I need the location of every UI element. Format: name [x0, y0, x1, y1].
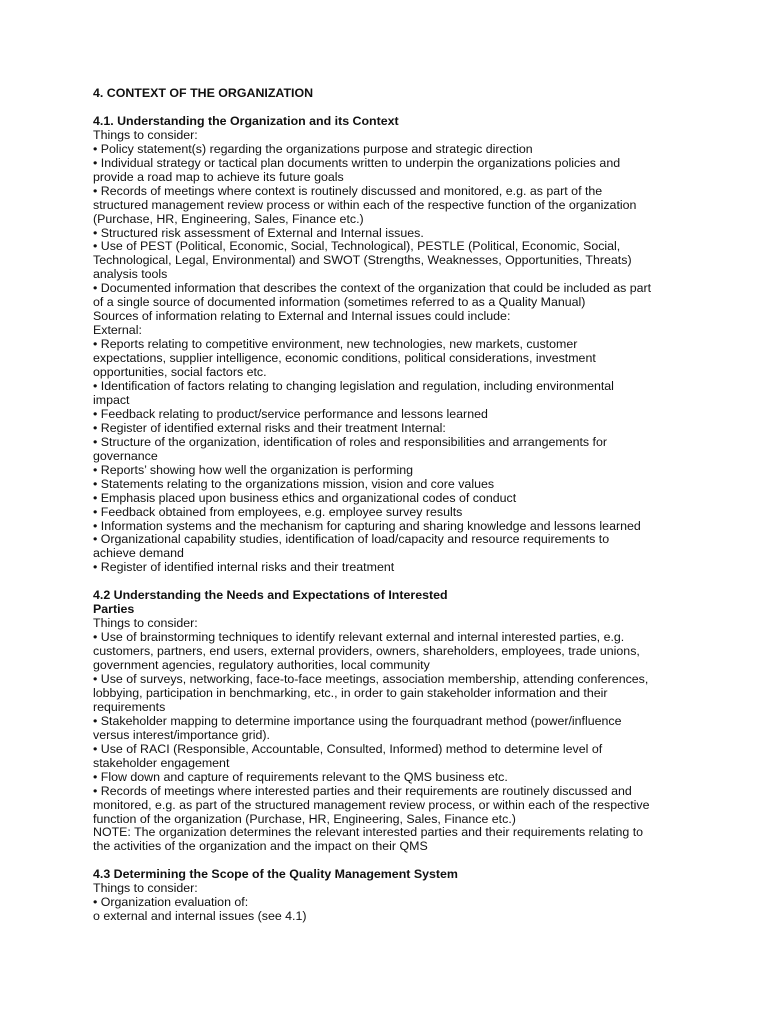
- body-line: opportunities, social factors etc.: [93, 365, 267, 380]
- body-line: Technological, Legal, Environmental) and SWOT (Strengths, Weaknesses, Opportunities, Threats): [93, 253, 632, 268]
- body-line: o external and internal issues (see 4.1): [93, 909, 307, 924]
- body-line: • Use of brainstorming techniques to identify relevant external and internal interested parties, e.g.: [93, 630, 625, 645]
- document-page: [93, 87, 683, 924]
- body-line: requirements: [93, 699, 166, 714]
- section-spacer: [93, 854, 683, 868]
- body-line: • Organizational capability studies, identification of load/capacity and resource requirements to: [93, 532, 610, 547]
- body-line: Sources of information relating to External and Internal issues could include:: [93, 309, 511, 324]
- body-line: NOTE: The organization determines the relevant interested parties and their requirements relating to: [93, 825, 644, 840]
- body-line: • Flow down and capture of requirements relevant to the QMS business etc.: [93, 769, 508, 784]
- body-line: • Emphasis placed upon business ethics and organizational codes of conduct: [93, 490, 517, 505]
- body-line: Things to consider:: [93, 127, 198, 142]
- body-line: • Individual strategy or tactical plan documents written to underpin the organizations policies and: [93, 155, 621, 170]
- body-line: expectations, supplier intelligence, economic conditions, political considerations, investment: [93, 351, 596, 366]
- body-line: achieve demand: [93, 546, 184, 561]
- body-line: • Register of identified external risks and their treatment Internal:: [93, 420, 446, 435]
- body-line: government agencies, regulatory authorities, local community: [93, 658, 430, 673]
- body-line: Things to consider:: [93, 616, 198, 631]
- body-line: impact: [93, 392, 130, 407]
- body-line: • Structured risk assessment of External and Internal issues.: [93, 225, 424, 240]
- body-line: analysis tools: [93, 267, 168, 282]
- document-title: 4. CONTEXT OF THE ORGANIZATION: [93, 86, 314, 100]
- section-spacer: [93, 575, 683, 589]
- section-heading: 4.2 Understanding the Needs and Expectations of Interested: [93, 588, 448, 603]
- body-line: • Policy statement(s) regarding the organizations purpose and strategic direction: [93, 141, 533, 156]
- body-line: of a single source of documented information (sometimes referred to as a Quality Manual): [93, 295, 586, 310]
- body-line: function of the organization (Purchase, HR, Engineering, Sales, Finance etc.): [93, 811, 516, 826]
- document-sections: [93, 115, 683, 924]
- body-line: • Records of meetings where interested parties and their requirements are routinely discussed and: [93, 783, 632, 798]
- body-line: • Use of PEST (Political, Economic, Social, Technological), PESTLE (Political, Economic, Social,: [93, 239, 621, 254]
- body-line: versus interest/importance grid).: [93, 727, 270, 742]
- body-line: governance: [93, 448, 158, 463]
- section-2: [93, 589, 683, 868]
- body-line: • Reports’ showing how well the organization is performing: [93, 462, 413, 477]
- body-line: • Use of surveys, networking, face-to-face meetings, association membership, attending conferences,: [93, 672, 649, 686]
- section-heading: Parties: [93, 602, 135, 617]
- body-line: • Statements relating to the organizations mission, vision and core values: [93, 476, 495, 491]
- body-line: lobbying, participation in benchmarking, etc., in order to gain stakeholder information and their: [93, 685, 608, 700]
- body-line: customers, partners, end users, external providers, owners, shareholders, employees, trade unions,: [93, 644, 640, 659]
- body-line: structured management review process or within each of the respective function of the organization: [93, 197, 637, 212]
- body-line: • Use of RACI (Responsible, Accountable, Consulted, Informed) method to determine level of: [93, 741, 603, 756]
- body-line: • Identification of factors relating to changing legislation and regulation, including environmental: [93, 379, 614, 393]
- body-line: External:: [93, 323, 142, 338]
- body-line: • Documented information that describes the context of the organization that could be included as part: [93, 281, 652, 296]
- body-line: • Feedback obtained from employees, e.g. employee survey results: [93, 504, 463, 519]
- body-line: • Register of identified internal risks and their treatment: [93, 560, 395, 575]
- section-heading: 4.1. Understanding the Organization and its Context: [93, 113, 399, 128]
- body-line: • Reports relating to competitive environment, new technologies, new markets, customer: [93, 337, 578, 352]
- body-line: Things to consider:: [93, 881, 198, 896]
- body-line: • Stakeholder mapping to determine importance using the fourquadrant method (power/influence: [93, 713, 622, 728]
- body-line: provide a road map to achieve its future goals: [93, 169, 344, 184]
- section-heading: 4.3 Determining the Scope of the Quality Management System: [93, 867, 458, 882]
- body-line: • Records of meetings where context is routinely discussed and monitored, e.g. as part of the: [93, 183, 603, 198]
- body-line: stakeholder engagement: [93, 755, 230, 770]
- body-line: (Purchase, HR, Engineering, Sales, Finance etc.): [93, 211, 364, 226]
- body-line: the activities of the organization and the impact on their QMS: [93, 839, 428, 854]
- section-3: [93, 868, 683, 924]
- section-spacer: [93, 101, 683, 115]
- body-line: • Organization evaluation of:: [93, 895, 249, 910]
- body-line: • Feedback relating to product/service performance and lessons learned: [93, 406, 488, 421]
- body-line: • Structure of the organization, identification of roles and responsibilities and arrangements for: [93, 434, 608, 449]
- section-1: [93, 115, 683, 589]
- body-line: • Information systems and the mechanism for capturing and sharing knowledge and lessons learned: [93, 518, 641, 533]
- body-line: monitored, e.g. as part of the structured management review process, or within each of the respective: [93, 797, 650, 812]
